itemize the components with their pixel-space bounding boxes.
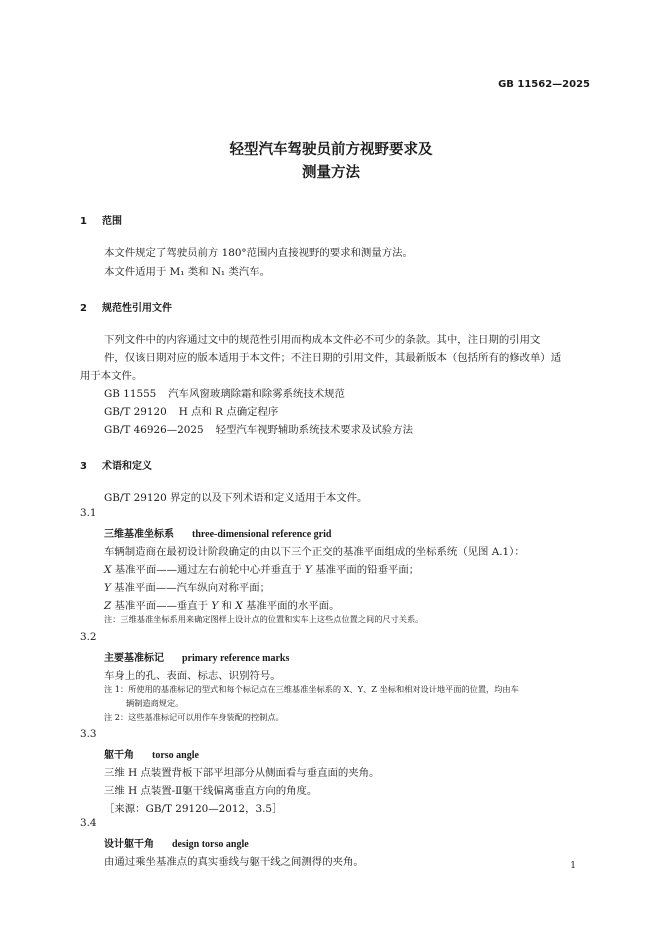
page-number: 1	[570, 861, 576, 871]
note: 注：三维基准坐标系用来确定图样上设计点的位置和实车上这些点位置之间的尺寸关系。	[104, 614, 424, 624]
doc-title-line1: 轻型汽车驾驶员前方视野要求及	[229, 142, 433, 158]
paragraph: 用于本文件。	[80, 370, 143, 382]
term-heading	[104, 525, 331, 540]
reference-code: GB/T 29120	[104, 406, 167, 418]
term-source: ［来源：GB/T 29120—2012，3.5］	[104, 803, 283, 815]
reference-title: 轻型汽车视野辅助系统技术要求及试验方法	[215, 424, 413, 436]
section-3-heading	[80, 457, 152, 472]
paragraph: GB/T 29120 界定的以及下列术语和定义适用于本文件。	[104, 492, 368, 504]
term-heading	[104, 746, 199, 761]
section-number: 3	[80, 461, 87, 472]
reference-title: H 点和 R 点确定程序	[178, 406, 279, 418]
section-title: 范围	[102, 216, 122, 227]
paragraph: 本文件适用于 M₁ 类和 N₁ 类汽车。	[104, 266, 270, 278]
section-number: 2	[80, 303, 87, 314]
definition-line: X 基准平面——通过左右前轮中心并垂直于 Y 基准平面的铅垂平面；	[104, 564, 420, 576]
term-heading	[104, 835, 249, 850]
term-number: 3.2	[80, 631, 97, 643]
section-title: 规范性引用文件	[102, 303, 172, 314]
term-number: 3.3	[80, 728, 97, 740]
doc-title-line2: 测量方法	[302, 165, 360, 181]
section-1-heading	[80, 212, 122, 227]
term-cn: 三维基准坐标系	[104, 529, 174, 540]
paragraph: 本文件规定了驾驶员前方 180°范围内直接视野的要求和测量方法。	[104, 247, 413, 259]
reference-item	[104, 403, 278, 418]
standard-number: GB 11562—2025	[498, 79, 590, 90]
section-2-heading	[80, 299, 172, 314]
paragraph: 下列文件中的内容通过文中的规范性引用而构成本文件必不可少的条款。其中，注日期的引用文	[104, 334, 541, 346]
definition-line: Y 基准平面——汽车纵向对称平面；	[104, 582, 271, 594]
paragraph: 件，仅该日期对应的版本适用于本文件；不注日期的引用文件，其最新版本（包括所有的修改单）适	[104, 352, 562, 364]
term-en: torso angle	[152, 750, 199, 761]
term-en: design torso angle	[172, 839, 249, 850]
section-number: 1	[80, 216, 87, 227]
reference-title: 汽车风窗玻璃除霜和除雾系统技术规范	[168, 388, 345, 400]
term-en: primary reference marks	[182, 653, 290, 664]
term-definition: 车身上的孔、表面、标志、识别符号。	[104, 670, 281, 682]
reference-item	[104, 385, 345, 400]
note: 注 2：这些基准标记可以用作车身装配的控制点。	[104, 712, 284, 722]
term-number: 3.1	[80, 507, 97, 519]
term-cn: 设计躯干角	[104, 839, 154, 850]
definition-line: Z 基准平面——垂直于 Y 和 X 基准平面的水平面。	[104, 600, 340, 612]
term-number: 3.4	[80, 817, 97, 829]
reference-item	[104, 421, 413, 436]
term-definition: 车辆制造商在最初设计阶段确定的由以下三个正交的基准平面组成的坐标系统（见图 A.1）：	[104, 546, 525, 558]
term-definition: 三维 H 点装置-Ⅱ躯干线偏离垂直方向的角度。	[104, 785, 318, 797]
term-cn: 主要基准标记	[104, 653, 164, 664]
term-definition: 由通过乘坐基准点的真实垂线与躯干线之间测得的夹角。	[104, 856, 364, 868]
note-continuation: 辆制造商规定。	[126, 698, 184, 708]
section-title: 术语和定义	[102, 461, 152, 472]
term-heading	[104, 649, 289, 664]
term-definition: 三维 H 点装置背板下部平坦部分从侧面看与垂直面的夹角。	[104, 767, 380, 779]
term-en: three-dimensional reference grid	[192, 529, 332, 540]
reference-code: GB 11555	[104, 388, 157, 400]
term-cn: 躯干角	[104, 750, 134, 761]
reference-code: GB/T 46926—2025	[104, 424, 204, 436]
note: 注 1：所使用的基准标记的型式和每个标记点在三维基准坐标系的 X、Y、Z 坐标和相对设计地平面的位置，均由车	[104, 684, 519, 694]
